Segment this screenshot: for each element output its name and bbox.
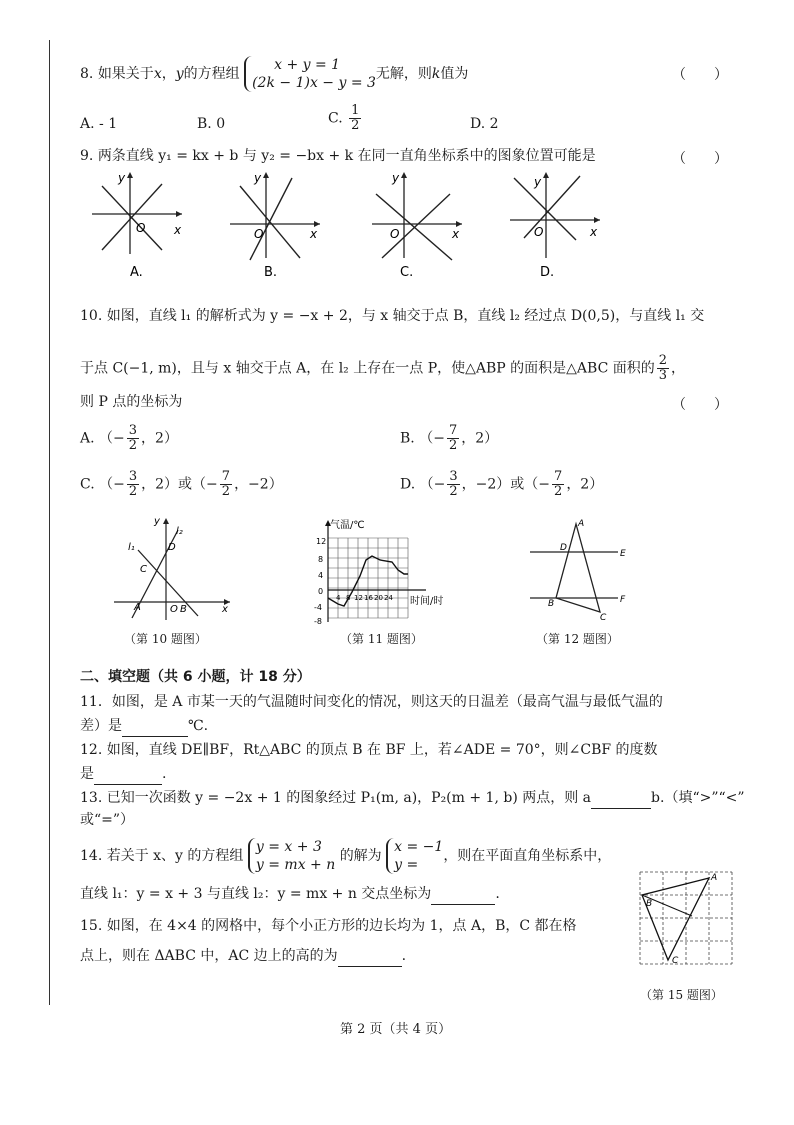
y-axis-label: 气温/℃	[330, 520, 365, 531]
q9-answer-paren: （ ）	[672, 151, 728, 167]
q14-system-2	[386, 838, 443, 874]
point-c-label: C	[140, 564, 147, 575]
q10-d-num1: 3	[449, 469, 458, 484]
q10-c-den1: 2	[128, 484, 138, 499]
y-tick: 12	[316, 537, 327, 546]
q14-sys1-eq1: y = x + 3	[255, 839, 322, 855]
x-tick: 12	[354, 594, 363, 602]
q11-line-2	[80, 716, 208, 737]
x-arrow-icon	[594, 217, 600, 223]
q10-a-num: 3	[128, 423, 138, 438]
q10-c-num1: 3	[128, 469, 138, 484]
y-tick: 8	[318, 555, 324, 564]
q10-a-label: A.	[80, 430, 95, 447]
q10-line-1: 10. 如图，直线 l₁ 的解析式为 y = −x + 2，与 x 轴交于点 B，直线 l₂ 经过点 D(0,5)，与直线 l₁ 交	[80, 308, 705, 324]
grid	[328, 538, 408, 618]
l1-label: l₁	[128, 542, 135, 553]
q9-graph-options	[80, 168, 620, 280]
q8-option-d: D. 2	[470, 116, 499, 132]
q10-line-2-end: ，	[671, 360, 686, 377]
q8-eq2: (2k − 1)x − y = 3	[252, 75, 376, 91]
q8-option-b: B. 0	[197, 116, 226, 132]
x-label: x	[590, 225, 598, 239]
x-arrow-icon	[176, 211, 182, 217]
question-9	[80, 146, 596, 166]
section-2-title: 二、填空题（共 6 小题，计 18 分）	[80, 669, 311, 685]
x-label: x	[222, 604, 228, 615]
q10-b-label: B.	[400, 430, 415, 447]
q10-answer-paren: （ ）	[672, 397, 728, 413]
q10-frac-den: 3	[658, 368, 668, 383]
q10-c-label: C.	[80, 476, 95, 493]
q8-c-den: 2	[351, 118, 360, 133]
figure-10-caption: （第 10 题图）	[124, 632, 207, 646]
y-tick: 0	[318, 587, 324, 596]
point-b-label: B	[548, 599, 555, 609]
line-2	[524, 176, 580, 238]
x-tick: 4	[336, 594, 341, 602]
y-label: y	[392, 171, 400, 185]
q13-text: 13. 已知一次函数 y = −2x + 1 的图象经过 P₁(m, a)，P₂(m + 1, b) 两点，则 a	[80, 790, 592, 806]
q10-b-post: ，2）	[461, 430, 499, 447]
figure-12-caption: （第 12 题图）	[536, 632, 619, 646]
point-d-label: D	[560, 543, 567, 553]
q14-text-mid: 的解为	[339, 848, 382, 864]
q10-c-pre: （−	[99, 476, 125, 493]
line-l1	[138, 550, 198, 616]
q15-line-1: 15. 如图，在 4×4 的网格中，每个小正方形的边长均为 1，点 A，B，C 都在格	[80, 918, 577, 934]
y-label: y	[534, 175, 542, 189]
q9-option-a-label: A.	[130, 265, 143, 280]
point-e-label: E	[620, 549, 626, 559]
origin-label: O	[254, 227, 264, 241]
q8-answer-paren: （ ）	[672, 67, 728, 83]
line-1	[514, 178, 576, 240]
q10-b-fraction	[447, 424, 459, 453]
q10-line-2-text: 于点 C(−1, m)，且与 x 轴交于点 A，在 l₂ 上存在一点 P，使△ABP 的面积是△ABC 面积的	[80, 360, 655, 377]
q14-text-post: ，则在平面直角坐标系中，	[443, 848, 612, 864]
figure-11-caption: （第 11 题图）	[340, 632, 423, 646]
y-tick: -8	[314, 617, 322, 626]
q11-unit: ℃.	[188, 718, 209, 734]
point-b-label: B	[646, 899, 653, 909]
q10-a-fraction	[127, 424, 139, 453]
q14-line-1	[80, 838, 611, 874]
binding-margin-line	[49, 40, 50, 1005]
q10-line-3: 则 P 点的坐标为	[80, 394, 183, 410]
q8-var-y: y	[175, 66, 184, 82]
q9-option-d-label: D.	[540, 265, 555, 280]
x-label: x	[452, 227, 460, 241]
q10-option-a	[80, 424, 178, 453]
origin-label: O	[170, 604, 178, 615]
point-f-label: F	[620, 595, 626, 605]
q9-graph-a	[92, 171, 182, 280]
q13-answer-blank[interactable]	[591, 788, 651, 809]
q14-sys2-eq2: y =	[394, 857, 419, 873]
x-tick: 16	[364, 594, 373, 602]
q8-option-a: A. - 1	[80, 116, 118, 132]
q10-a-post: ，2）	[141, 430, 178, 447]
q15-line-2	[80, 946, 406, 967]
q14-end: .	[495, 886, 500, 902]
q8-number: 8.	[80, 66, 94, 82]
x-tick: 24	[384, 594, 393, 602]
y-arrow-icon	[543, 172, 549, 178]
figure-11	[308, 514, 458, 626]
q8-comma: ，	[161, 66, 176, 82]
q10-a-pre: （−	[99, 430, 125, 447]
y-label: y	[118, 171, 126, 185]
q10-c-fraction-1	[127, 470, 139, 499]
line-2	[250, 178, 292, 260]
x-tick: 8	[346, 594, 351, 602]
q14-answer-blank[interactable]	[431, 884, 495, 905]
q8-text-after: 无解，则	[375, 66, 432, 82]
q10-a-den: 2	[128, 438, 138, 453]
q8-var-k: k	[431, 66, 441, 82]
q8-option-c	[328, 104, 363, 133]
point-a-label: A	[134, 602, 141, 613]
q14-system-1	[248, 838, 335, 874]
q8-equation-system	[244, 56, 376, 92]
x-label: x	[310, 227, 318, 241]
q10-option-c	[80, 470, 283, 499]
q9-text: 两条直线 y₁ = kx + b 与 y₂ = −bx + k 在同一直角坐标系中的图象位置可能是	[97, 148, 596, 164]
q10-c-post: ，−2）	[234, 476, 283, 493]
q9-number: 9.	[80, 148, 94, 164]
figure-12	[520, 514, 640, 626]
q8-eq1: x + y = 1	[274, 57, 341, 73]
q10-d-fraction-1	[447, 470, 459, 499]
grid	[640, 872, 732, 964]
q10-c-fraction-2	[220, 470, 232, 499]
page-footer: 第 2 页（共 4 页）	[340, 1022, 452, 1037]
q8-option-c-fraction	[349, 104, 361, 133]
q10-fraction	[657, 354, 669, 383]
q11-text: 差）是	[80, 718, 122, 734]
point-c-label: C	[672, 956, 679, 966]
q12-text: 是	[80, 766, 94, 782]
y-tick: 4	[318, 571, 324, 580]
q10-d-pre: （−	[419, 476, 446, 493]
origin-label: O	[136, 221, 146, 235]
l2-label: l₂	[176, 526, 183, 537]
line-2	[382, 194, 450, 258]
question-8	[80, 56, 468, 92]
q10-c-den2: 2	[221, 484, 231, 499]
q10-d-num2: 7	[554, 469, 563, 484]
q9-option-c-label: C.	[400, 265, 414, 280]
q15-text: 点上，则在 ΔABC 中，AC 边上的高的为	[80, 948, 338, 964]
point-c-label: C	[600, 613, 607, 623]
q10-b-num: 7	[448, 423, 458, 438]
q10-b-den: 2	[448, 438, 458, 453]
q9-graph-b	[230, 171, 320, 280]
q12-answer-blank[interactable]	[94, 764, 162, 785]
q12-end: .	[162, 766, 167, 782]
q14-line-2	[80, 884, 500, 905]
q10-d-fraction-2	[552, 470, 564, 499]
q10-b-pre: （−	[419, 430, 445, 447]
q15-answer-blank[interactable]	[338, 946, 402, 967]
triangle-abc	[642, 878, 709, 960]
q10-frac-num: 2	[658, 353, 668, 368]
q12-line-2	[80, 764, 166, 785]
y-tick: -4	[314, 603, 322, 612]
y-arrow-icon	[263, 172, 269, 178]
triangle-abc	[556, 524, 600, 612]
q9-graph-c	[372, 171, 462, 280]
q10-d-post: ，2）	[566, 476, 604, 493]
q12-line-1: 12. 如图，直线 DE∥BF，Rt△ABC 的顶点 B 在 BF 上，若∠ADE = 70°，则∠CBF 的度数	[80, 742, 658, 758]
figure-10	[110, 512, 240, 624]
q8-option-c-label: C.	[328, 110, 343, 127]
y-arrow-icon	[401, 172, 407, 178]
point-b-label: B	[180, 604, 187, 615]
q8-var-x: x	[153, 66, 162, 82]
origin-label: O	[390, 227, 400, 241]
q10-d-den2: 2	[554, 484, 563, 499]
x-label: x	[174, 223, 182, 237]
q13-line-2: 或“=”）	[80, 812, 135, 828]
q14-line-2-text: 直线 l₁：y = x + 3 与直线 l₂：y = mx + n 交点坐标为	[80, 886, 432, 902]
point-a-label: A	[711, 873, 718, 883]
figure-15	[636, 868, 736, 968]
q9-option-b-label: B.	[264, 265, 278, 280]
q13-text-end: b.（填“>”“<”	[651, 790, 745, 806]
y-label: y	[154, 516, 160, 527]
q8-text-mid: 的方程组	[183, 66, 240, 82]
figure-15-caption: （第 15 题图）	[640, 988, 723, 1002]
y-arrow-icon	[163, 518, 169, 524]
q9-graph-d	[510, 172, 600, 280]
q11-answer-blank[interactable]	[122, 716, 188, 737]
q10-c-num2: 7	[221, 469, 231, 484]
q11-line-1: 11．如图，是 A 市某一天的气温随时间变化的情况，则这天的日温差（最高气温与最低气温的	[80, 694, 663, 710]
q8-text-end: 值为	[440, 66, 469, 82]
q10-option-d	[400, 470, 603, 499]
q8-c-num: 1	[351, 103, 360, 118]
q10-d-label: D.	[400, 476, 416, 493]
q13-line-1	[80, 788, 745, 809]
y-arrow-icon	[127, 172, 133, 178]
q10-d-mid: ，−2）或（−	[461, 476, 551, 493]
x-axis-label: 时间/时	[410, 596, 444, 607]
point-d-label: D	[168, 542, 176, 553]
q14-sys1-eq2: y = mx + n	[255, 857, 336, 873]
origin-label: O	[534, 225, 544, 239]
q14-text: 14. 若关于 x、y 的方程组	[80, 848, 244, 864]
q15-end: .	[401, 948, 407, 964]
q14-sys2-eq1: x = −1	[394, 839, 444, 855]
q10-c-mid: ，2）或（−	[141, 476, 218, 493]
q10-option-b	[400, 424, 498, 453]
q10-line-2	[80, 354, 685, 383]
q10-d-den1: 2	[449, 484, 458, 499]
x-tick: 20	[374, 594, 383, 602]
y-label: y	[254, 171, 262, 185]
point-a-label: A	[578, 519, 585, 529]
q8-text: 如果关于	[97, 66, 154, 82]
